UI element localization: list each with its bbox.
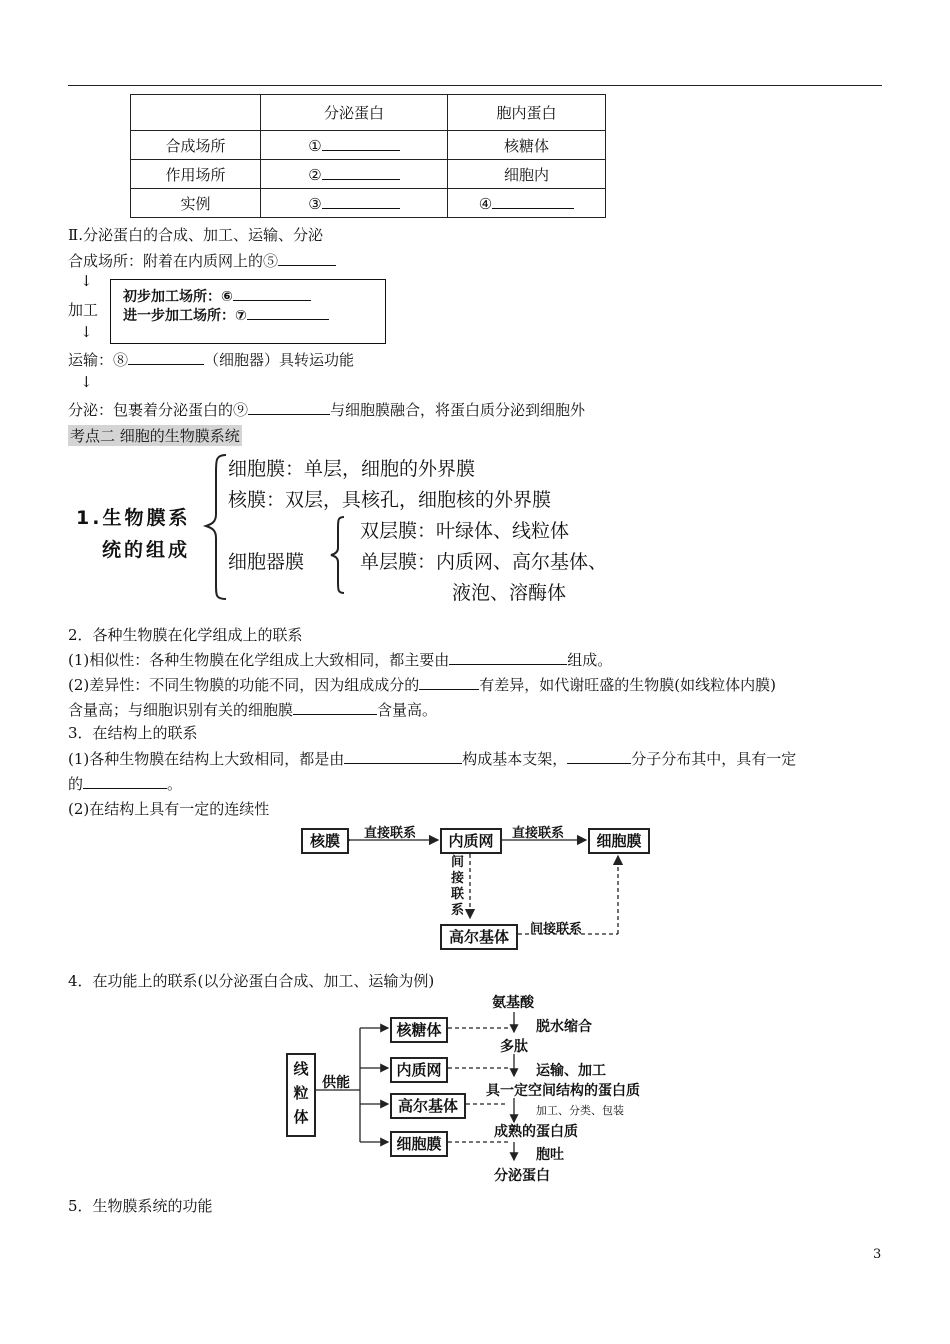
table-cell: ④ bbox=[448, 189, 606, 218]
table-header-cell bbox=[131, 95, 261, 131]
ribosome-node: 核糖体 bbox=[390, 1017, 448, 1043]
nuclear-membrane-node: 核膜 bbox=[301, 828, 349, 854]
table-cell-label: 实例 bbox=[131, 189, 261, 218]
section-5-title: 5．生物膜系统的功能 bbox=[68, 1197, 213, 1215]
golgi-node: 高尔基体 bbox=[440, 924, 518, 950]
er-node: 内质网 bbox=[390, 1057, 448, 1083]
chem-title: 2．各种生物膜在化学组成上的联系 bbox=[68, 626, 303, 644]
processing-line-1: 初步加工场所：⑥ bbox=[123, 286, 311, 306]
organelle-membrane-text: 细胞器膜 bbox=[228, 551, 305, 573]
single-membrane-text: 单层膜：内质网、高尔基体、 bbox=[360, 551, 608, 573]
cell-membrane-text: 细胞膜：单层，细胞的外界膜 bbox=[228, 458, 476, 480]
table-cell: ② bbox=[261, 160, 448, 189]
single-membrane-text-2: 液泡、溶酶体 bbox=[452, 582, 567, 604]
secreted-protein-label: 分泌蛋白 bbox=[494, 1168, 550, 1184]
protein-comparison-table bbox=[130, 94, 606, 218]
structure-p2: (2)在结构上具有一定的连续性 bbox=[68, 800, 270, 818]
cell-membrane-node: 细胞膜 bbox=[390, 1131, 448, 1157]
synthesis-line: 合成场所：附着在内质网上的⑤ bbox=[68, 250, 336, 271]
process-label: 加工 bbox=[68, 301, 99, 319]
table-cell: 核糖体 bbox=[448, 131, 606, 160]
direct-link-label: 直接联系 bbox=[364, 826, 417, 841]
exocytosis-label: 胞吐 bbox=[536, 1147, 564, 1163]
er-node: 内质网 bbox=[440, 828, 502, 854]
down-arrow: ↓ bbox=[80, 272, 93, 290]
table-row bbox=[131, 160, 606, 189]
kaodian-heading: 考点二 细胞的生物膜系统 bbox=[70, 427, 240, 445]
structure-p1: (1)各种生物膜在结构上大致相同，都是由 构成基本支架， 分子分布其中，具有一定 bbox=[68, 750, 797, 768]
header-rule bbox=[68, 85, 882, 86]
spatial-protein-label: 具一定空间结构的蛋白质 bbox=[486, 1083, 640, 1099]
table-cell-label: 作用场所 bbox=[131, 160, 261, 189]
amino-acid-label: 氨基酸 bbox=[492, 995, 534, 1011]
chem-p1: (1)相似性：各种生物膜在化学组成上大致相同，都主要由 组成。 bbox=[68, 651, 613, 669]
transport-line: 运输：⑧ （细胞器）具转运功能 bbox=[68, 351, 355, 369]
nuclear-membrane-text: 核膜：双层，具核孔，细胞核的外界膜 bbox=[228, 489, 552, 511]
table-header-row bbox=[131, 95, 606, 131]
cell-membrane-node: 细胞膜 bbox=[588, 828, 650, 854]
mitochondria-node: 线 粒 体 bbox=[286, 1053, 316, 1137]
table-row bbox=[131, 131, 606, 160]
table-cell-label: 合成场所 bbox=[131, 131, 261, 160]
section-title: Ⅱ.分泌蛋白的合成、加工、运输、分泌 bbox=[68, 226, 323, 244]
structure-p1-cont: 的 。 bbox=[68, 775, 183, 793]
structure-title: 3．在结构上的联系 bbox=[68, 724, 198, 742]
chem-p2-cont: 含量高；与细胞识别有关的细胞膜 含量高。 bbox=[68, 701, 438, 719]
table-cell: ③ bbox=[261, 189, 448, 218]
processing-line-2: 进一步加工场所：⑦ bbox=[123, 305, 329, 325]
energy-supply-label: 供能 bbox=[322, 1075, 350, 1091]
secrete-line: 分泌：包裹着分泌蛋白的⑨ 与细胞膜融合，将蛋白质分泌到细胞外 bbox=[68, 401, 586, 419]
table-header-cell: 分泌蛋白 bbox=[261, 95, 448, 131]
double-membrane-text: 双层膜：叶绿体、线粒体 bbox=[360, 520, 570, 542]
direct-link-label: 直接联系 bbox=[512, 826, 565, 841]
dehydration-label: 脱水缩合 bbox=[536, 1019, 592, 1035]
indirect-link-label: 间接联系 bbox=[530, 922, 583, 937]
transport-label: 运输、加工 bbox=[536, 1063, 606, 1079]
down-arrow: ↓ bbox=[80, 323, 93, 341]
chem-p2: (2)差异性：不同生物膜的功能不同，因为组成成分的 有差异，如代谢旺盛的生物膜(如线粒体内膜) bbox=[68, 676, 776, 694]
table-cell: ① bbox=[261, 131, 448, 160]
composition-title-1: 1.生物膜系 bbox=[76, 507, 191, 529]
function-title: 4．在功能上的联系(以分泌蛋白合成、加工、运输为例) bbox=[68, 972, 435, 990]
down-arrow: ↓ bbox=[80, 373, 93, 391]
golgi-node: 高尔基体 bbox=[390, 1093, 466, 1119]
mature-protein-label: 成熟的蛋白质 bbox=[494, 1124, 578, 1140]
table-header-cell: 胞内蛋白 bbox=[448, 95, 606, 131]
polypeptide-label: 多肽 bbox=[500, 1039, 528, 1055]
composition-title-2: 统的组成 bbox=[102, 539, 191, 561]
processing-label: 加工、分类、包装 bbox=[536, 1104, 624, 1117]
table-cell: 细胞内 bbox=[448, 160, 606, 189]
table-row bbox=[131, 189, 606, 218]
processing-box bbox=[110, 279, 386, 344]
indirect-link-label-vertical: 间 接 联 系 bbox=[451, 855, 465, 918]
page-number: 3 bbox=[873, 1247, 882, 1262]
